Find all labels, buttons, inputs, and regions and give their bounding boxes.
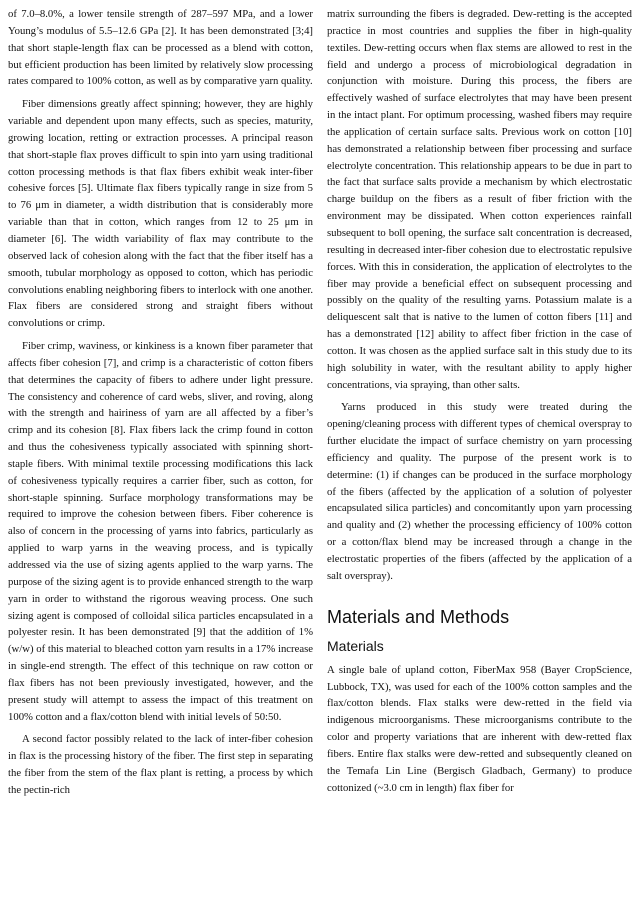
- right-column: [327, 6, 632, 900]
- section-heading: Materials and Methods: [327, 606, 510, 627]
- left-column: [8, 6, 313, 900]
- subsection-heading: Materials: [327, 637, 384, 654]
- paragraph: Fiber dimensions greatly affect spinning; however, they are highly variable and dependent upon many effects, such as species, maturity, growing location, retting or extraction processes. A principal reason that short-staple flax proves difficult to spin into yarn using traditional cotton processing methods is that flax fibers exhibit weak inter-fiber cohesive forces [5]. Ultimate flax fibers typically range in size from 5 to 76 μm in diameter, a width distribution that is considerably more variable than that in cotton, which ranges from 12 to 25 μm in diameter [6]. The width variability of flax may contribute to the observed lack of cohesion along with the fact that the fiber itself has a smooth, tubular morphology as opposed to cotton, which has periodic convolutions enabling neighboring fibers to interlock with one another. Flax fibers are considered strong and straight fibers without convolutions or crimp.: [8, 98, 313, 330]
- paragraph: A single bale of upland cotton, FiberMax 958 (Bayer CropScience, Lubbock, TX), was used for each of the 100% cotton samples and the flax/cotton blends. Flax stalks were dew-retted in the field via indigenous microorganisms. These microorganisms contribute to the color and property variations that are inherent with dew-retted flax fibers. Entire flax stalks were dew-retted and subsequently cleaned on the Temafa Lin Line (Bergisch Gladbach, Germany) to produce cottonized (~3.0 cm in length) flax fiber for: [327, 663, 632, 794]
- paragraph: Fiber crimp, waviness, or kinkiness is a known fiber parameter that affects fiber cohesion [7], and crimp is a characteristic of cotton fibers that determines the capacity of fibers to adhere under light pressure. The consistency and coherence of card webs, sliver, and roving, along with the strength and hairiness of yarn are all affected by a fiber’s crimp and its cohesion [8]. Flax fibers lack the crimp found in cotton and thus the cohesiveness typically associated with spinning short-staple fibers. With minimal textile processing modifications this lack of cohesiveness typically requires a carrier fiber, such as cotton, for short-staple spinning. Surface morphology transformations may be required to improve the cohesion between fibers. Fiber coherence is also of concern in the processing of yarns into fabrics, particularly as applied to warp yarns in the weaving process, and is typically addressed via the use of sizing agents applied to the warp yarns. The purpose of the sizing agent is to provide enhanced strength to the warp yarn in order to withstand the rigorous weaving process. One such sizing agent is composed of colloidal silica particles encapsulated in a polyester resin. It has been demonstrated [9] that the addition of 1% (w/w) of this material to bleached cotton yarn results in a 17% increase in single-end strength. The effect of this technique on raw cotton or flax fibers has not been previously investigated, however, and the present study will attempt to assess the impact of this treatment on 100% cotton and a flax/cotton blend with initial levels of 50:50.: [8, 340, 313, 723]
- paragraph: Yarns produced in this study were treated during the opening/cleaning process with different types of chemical overspray to further elucidate the impact of surface chemistry on yarn processing efficiency and quality. The purpose of the present work is to determine: (1) if changes can be produced in the surface morphology of the fibers (affected by the application of a solution of polyester encapsulated silica particles) and concomitantly upon yarn processing and quality and (2) whether the processing efficiency of 100% cotton or a cotton/flax blend may be increased through a change in the electrostatic properties of the fibers (affected by the application of a salt overspray).: [327, 401, 632, 582]
- paragraph: A second factor possibly related to the lack of inter-fiber cohesion in flax is the processing history of the fiber. The first step in separating the fiber from the stem of the flax plant is retting, a process by which the pectin-rich: [8, 733, 313, 796]
- paragraph: matrix surrounding the fibers is degraded. Dew-retting is the accepted practice in most countries and supplies the fiber in high-quality textiles. Dew-retting occurs when flax stems are allowed to rest in the field and undergo a process of microbiological degradation in conjunction with moisture. During this process, the fibers are effectively washed of surface electrolytes that may have been present in the intact plant. For optimum processing, washed fibers may require the application of certain surface salts. Previous work on cotton [10] has demonstrated a relationship between fiber processing and surface electrolyte concentration. This relationship appears to be due in part to the fact that surface salts provide a mechanism by which electrostatic charge buildup on the fibers as a result of fiber friction with the environment may be dissipated. When cotton experiences rainfall subsequent to boll opening, the surface salt concentration is decreased, resulting in decreased inter-fiber cohesion due to electrostatic repulsive forces. With this in consideration, the application of electrolytes to the fiber may provide a beneficial effect on subsequent processing and possibly on the quality of the resulting yarns. Potassium malate is a deliquescent salt that is native to the lumen of cotton fibers [11] and has a demonstrated [12] ability to affect fiber friction in the case of cotton. It was chosen as the applied surface salt in this study due to its high solubility in water, with the resultant ability to apply higher concentrations, via spraying, than other salts.: [327, 8, 632, 391]
- paragraph: of 7.0–8.0%, a lower tensile strength of 287–597 MPa, and a lower Young’s modulus of 5.5–12.6 GPa [2]. It has been demonstrated [3;4] that short staple-length flax can be processed as a blend with cotton, but efficient production has been limited by relatively slow processing rates compared to 100% cotton, as well as by comparative yarn quality.: [8, 8, 313, 88]
